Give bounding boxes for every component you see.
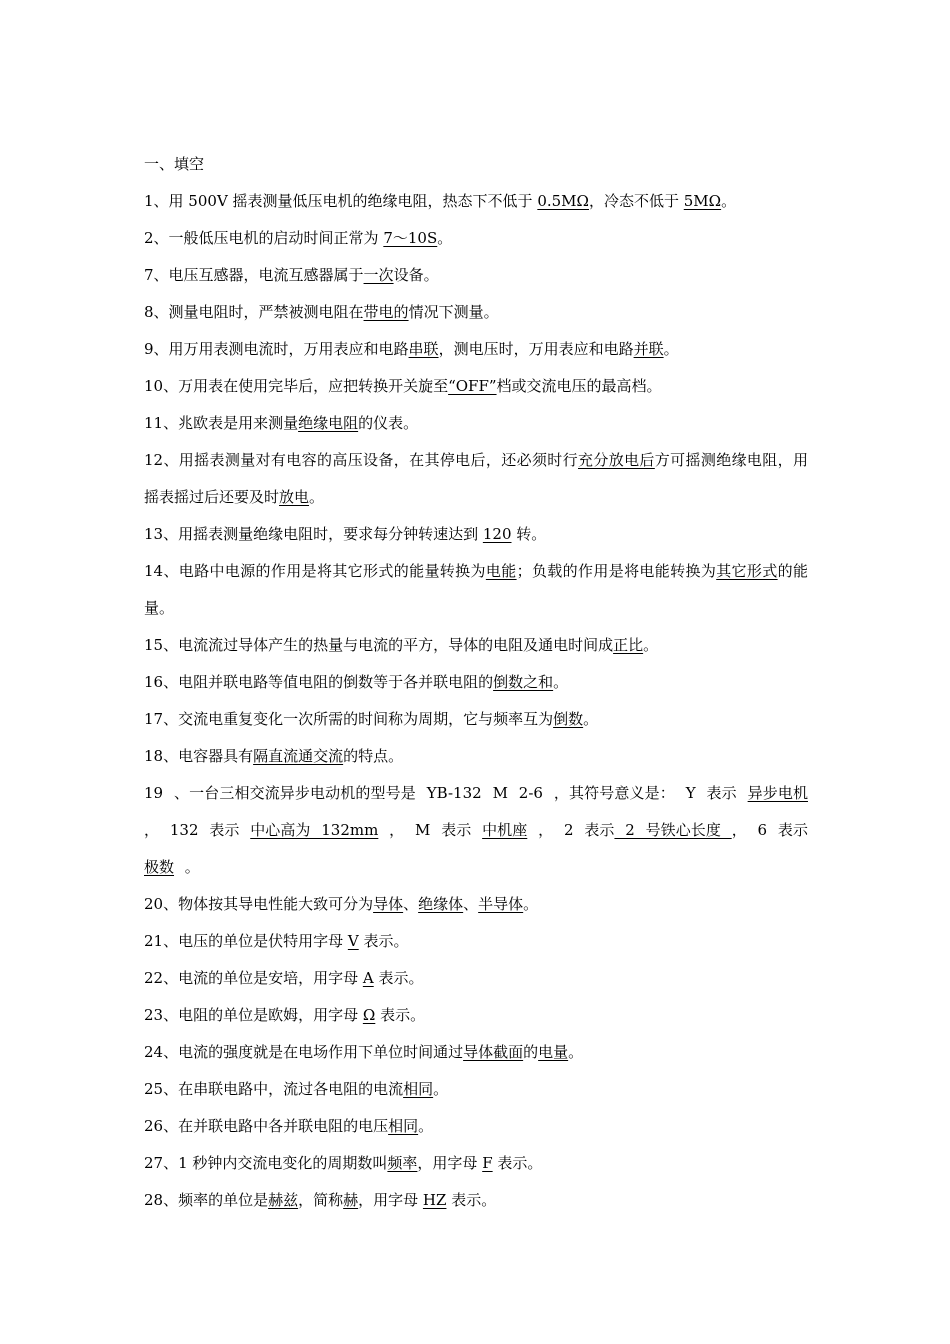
question-text: 。 bbox=[174, 858, 200, 876]
question-text: ， 132 表示 bbox=[144, 821, 251, 839]
question-text: 11、兆欧表是用来测量 bbox=[144, 414, 299, 432]
answer-blank: 倒数 bbox=[553, 710, 584, 728]
answer-blank: 绝缘电阻 bbox=[298, 414, 359, 432]
question-text: 25、在串联电路中，流过各电阻的电流 bbox=[144, 1080, 404, 1098]
question-item-11 bbox=[144, 414, 808, 433]
question-text: ， 6 表示 bbox=[731, 821, 808, 839]
question-item-12 bbox=[144, 442, 808, 516]
answer-blank: 电量 bbox=[538, 1043, 569, 1061]
answer-blank: 5MΩ bbox=[683, 192, 722, 210]
answer-blank: 正比 bbox=[613, 636, 644, 654]
question-text: 12、用摇表测量对有电容的高压设备，在其停电后，还必须时行 bbox=[144, 451, 579, 469]
question-text: 。 bbox=[418, 1117, 434, 1135]
answer-blank: A bbox=[362, 969, 374, 987]
question-item-19 bbox=[144, 775, 808, 886]
answer-blank: 倒数之和 bbox=[493, 673, 554, 691]
answer-blank: 导体截面 bbox=[463, 1043, 524, 1061]
question-text: 。 bbox=[643, 636, 659, 654]
answer-blank: 7～10S bbox=[383, 229, 438, 247]
question-item-20 bbox=[144, 895, 808, 914]
answer-blank: 放电 bbox=[279, 488, 310, 506]
question-text: 14、电路中电源的作用是将其它形式的能量转换为 bbox=[144, 562, 486, 580]
question-text: 。 bbox=[663, 340, 679, 358]
answer-blank: 中机座 bbox=[482, 821, 528, 839]
question-text: ， M 表示 bbox=[378, 821, 483, 839]
answer-blank: F bbox=[482, 1154, 493, 1172]
answer-blank: 带电的 bbox=[363, 303, 409, 321]
question-item-2 bbox=[144, 229, 808, 248]
question-text: 13、用摇表测量绝缘电阻时，要求每分钟转速达到 bbox=[144, 525, 483, 543]
answer-blank: 导体 bbox=[373, 895, 404, 913]
question-item-22 bbox=[144, 969, 808, 988]
question-item-26 bbox=[144, 1117, 808, 1136]
answer-blank: 2 号铁心长度 bbox=[614, 821, 732, 839]
answer-blank: 并联 bbox=[633, 340, 664, 358]
question-text: ，用字母 bbox=[358, 1191, 423, 1209]
question-text: 情况下测量。 bbox=[408, 303, 499, 321]
question-item-23 bbox=[144, 1006, 808, 1025]
answer-blank: 极数 bbox=[144, 858, 175, 876]
question-text: 的仪表。 bbox=[358, 414, 419, 432]
question-text: 。 bbox=[721, 192, 737, 210]
question-text: 24、电流的强度就是在电场作用下单位时间通过 bbox=[144, 1043, 464, 1061]
question-text: ，简称 bbox=[298, 1191, 344, 1209]
question-text: 1、用 500V 摇表测量低压电机的绝缘电阻，热态下不低于 bbox=[144, 192, 538, 210]
question-text: 。 bbox=[523, 895, 539, 913]
answer-blank: 相同 bbox=[403, 1080, 434, 1098]
section-title: 一、填空 bbox=[144, 155, 205, 173]
question-item-18 bbox=[144, 747, 808, 766]
question-item-1 bbox=[144, 192, 808, 211]
question-text: 档或交流电压的最高档。 bbox=[496, 377, 662, 395]
question-text: 。 bbox=[553, 673, 569, 691]
answer-blank: 充分放电后 bbox=[578, 451, 655, 469]
answer-blank: 绝缘体 bbox=[418, 895, 464, 913]
question-text: 表示。 bbox=[446, 1191, 497, 1209]
question-text: 的 bbox=[523, 1043, 539, 1061]
answer-blank: 其它形式 bbox=[716, 562, 778, 580]
question-item-25 bbox=[144, 1080, 808, 1099]
question-text: 、 bbox=[463, 895, 479, 913]
answer-blank: 中心高为 132mm bbox=[250, 821, 379, 839]
answer-blank: 赫兹 bbox=[268, 1191, 299, 1209]
question-text: 设备。 bbox=[393, 266, 439, 284]
question-text: 方可摇测绝缘电阻，用摇表摇过后还要及时 bbox=[144, 451, 808, 506]
question-text: 表示。 bbox=[375, 1006, 426, 1024]
question-item-21 bbox=[144, 932, 808, 951]
question-text: 7、电压互感器，电流互感器属于 bbox=[144, 266, 364, 284]
question-item-27 bbox=[144, 1154, 808, 1173]
answer-blank: HZ bbox=[422, 1191, 447, 1209]
question-item-9 bbox=[144, 340, 808, 359]
question-text: 21、电压的单位是伏特用字母 bbox=[144, 932, 348, 950]
question-text: 。 bbox=[583, 710, 599, 728]
answer-blank: 半导体 bbox=[478, 895, 524, 913]
question-text: 18、电容器具有 bbox=[144, 747, 254, 765]
answer-blank: 120 bbox=[482, 525, 512, 543]
question-item-17 bbox=[144, 710, 808, 729]
question-text: 17、交流电重复变化一次所需的时间称为周期，它与频率互为 bbox=[144, 710, 554, 728]
question-list bbox=[144, 192, 808, 1210]
answer-blank: 频率 bbox=[387, 1154, 418, 1172]
answer-blank: 异步电机 bbox=[747, 784, 808, 802]
question-text: 28、频率的单位是 bbox=[144, 1191, 269, 1209]
question-item-15 bbox=[144, 636, 808, 655]
answer-blank: 赫 bbox=[343, 1191, 359, 1209]
question-text: 表示。 bbox=[373, 969, 424, 987]
question-text: 、 bbox=[403, 895, 419, 913]
question-text: 转。 bbox=[511, 525, 547, 543]
answer-blank: 电能 bbox=[485, 562, 517, 580]
question-item-16 bbox=[144, 673, 808, 692]
document-page bbox=[144, 155, 808, 1228]
question-text: 。 bbox=[437, 229, 453, 247]
question-item-13 bbox=[144, 525, 808, 544]
question-text: 26、在并联电路中各并联电阻的电压 bbox=[144, 1117, 389, 1135]
answer-blank: V bbox=[347, 932, 359, 950]
question-text: 。 bbox=[433, 1080, 449, 1098]
question-text: 23、电阻的单位是欧姆，用字母 bbox=[144, 1006, 363, 1024]
question-text: ，用字母 bbox=[417, 1154, 483, 1172]
question-text: 2、一般低压电机的启动时间正常为 bbox=[144, 229, 384, 247]
question-text: ，冷态不低于 bbox=[588, 192, 684, 210]
question-text: 20、物体按其导电性能大致可分为 bbox=[144, 895, 374, 913]
answer-blank: Ω bbox=[362, 1006, 376, 1024]
question-text: 。 bbox=[309, 488, 325, 506]
question-text: 的特点。 bbox=[343, 747, 404, 765]
answer-blank: 隔直流通交流 bbox=[253, 747, 344, 765]
question-text: 。 bbox=[568, 1043, 584, 1061]
question-text: 16、电阻并联电路等值电阻的倒数等于各并联电阻的 bbox=[144, 673, 494, 691]
question-item-28 bbox=[144, 1191, 808, 1210]
answer-blank: 0.5MΩ bbox=[537, 192, 589, 210]
question-item-10 bbox=[144, 377, 808, 396]
question-text: 8、测量电阻时，严禁被测电阻在 bbox=[144, 303, 364, 321]
question-text: 22、电流的单位是安培，用字母 bbox=[144, 969, 363, 987]
question-text: 10、万用表在使用完毕后，应把转换开关旋至 bbox=[144, 377, 449, 395]
question-item-7 bbox=[144, 266, 808, 285]
question-text: 9、用万用表测电流时，万用表应和电路 bbox=[144, 340, 409, 358]
question-text: ，测电压时，万用表应和电路 bbox=[438, 340, 634, 358]
question-text: 27、1 秒钟内交流电变化的周期数叫 bbox=[144, 1154, 388, 1172]
question-text: 15、电流流过导体产生的热量与电流的平方，导体的电阻及通电时间成 bbox=[144, 636, 614, 654]
question-item-24 bbox=[144, 1043, 808, 1062]
question-text: 19 、一台三相交流异步电动机的型号是 YB-132 M 2-6 ，其符号意义是： Y 表示 bbox=[144, 784, 748, 802]
question-text: 表示。 bbox=[358, 932, 409, 950]
question-text: ， 2 表示 bbox=[527, 821, 615, 839]
answer-blank: 一次 bbox=[363, 266, 394, 284]
question-text: 表示。 bbox=[492, 1154, 543, 1172]
answer-blank: “OFF” bbox=[448, 377, 497, 395]
answer-blank: 串联 bbox=[408, 340, 439, 358]
question-text: ；负载的作用是将电能转换为 bbox=[516, 562, 717, 580]
question-item-14 bbox=[144, 553, 808, 627]
question-text: 的能量。 bbox=[144, 562, 808, 617]
answer-blank: 相同 bbox=[388, 1117, 419, 1135]
question-item-8 bbox=[144, 303, 808, 322]
